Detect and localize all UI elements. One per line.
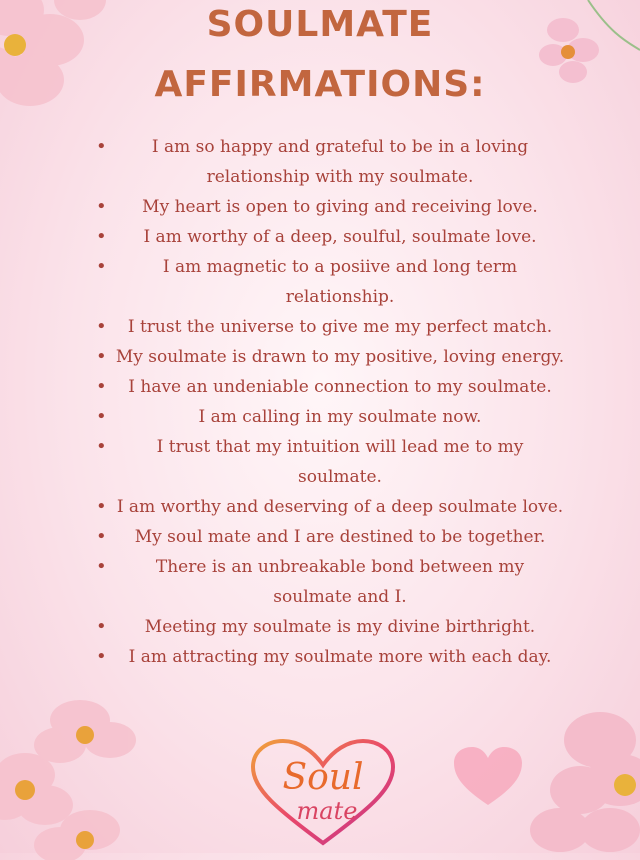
flower-cluster-bottom-right (520, 700, 640, 853)
logo-word-mate: mate (296, 797, 358, 825)
page-title-line2: AFFIRMATIONS: (154, 64, 486, 105)
list-item: • I trust the universe to give me my perfect match. (96, 312, 566, 342)
logo-word-soul: Soul (282, 757, 364, 798)
list-item: • My soul mate and I are destined to be together. (96, 522, 566, 552)
flower-cluster-bottom-left (0, 690, 160, 860)
list-item: • I am so happy and grateful to be in a loving relationship with my soulmate. (96, 132, 566, 192)
list-item: • My soulmate is drawn to my positive, loving energy. (96, 342, 566, 372)
list-item: • I am worthy and deserving of a deep soulmate love. (96, 492, 566, 522)
list-item: • I am calling in my soulmate now. (96, 402, 566, 432)
list-item: • I trust that my intuition will lead me to my soulmate. (96, 432, 566, 492)
list-item: • I am worthy of a deep, soulful, soulmate love. (96, 222, 566, 252)
affirmations-list (96, 132, 566, 672)
list-item: • I have an undeniable connection to my soulmate. (96, 372, 566, 402)
list-item: • There is an unbreakable bond between my soulmate and I. (96, 552, 566, 612)
heart-icon (452, 745, 524, 807)
page-title-line1: SOULMATE (206, 4, 434, 45)
list-item: • Meeting my soulmate is my divine birthright. (96, 612, 566, 642)
list-item: • My heart is open to giving and receiving love. (96, 192, 566, 222)
list-item: • I am magnetic to a posiive and long term relationship. (96, 252, 566, 312)
list-item: • I am attracting my soulmate more with each day. (96, 642, 566, 672)
soulmate-heart-logo (247, 737, 399, 847)
